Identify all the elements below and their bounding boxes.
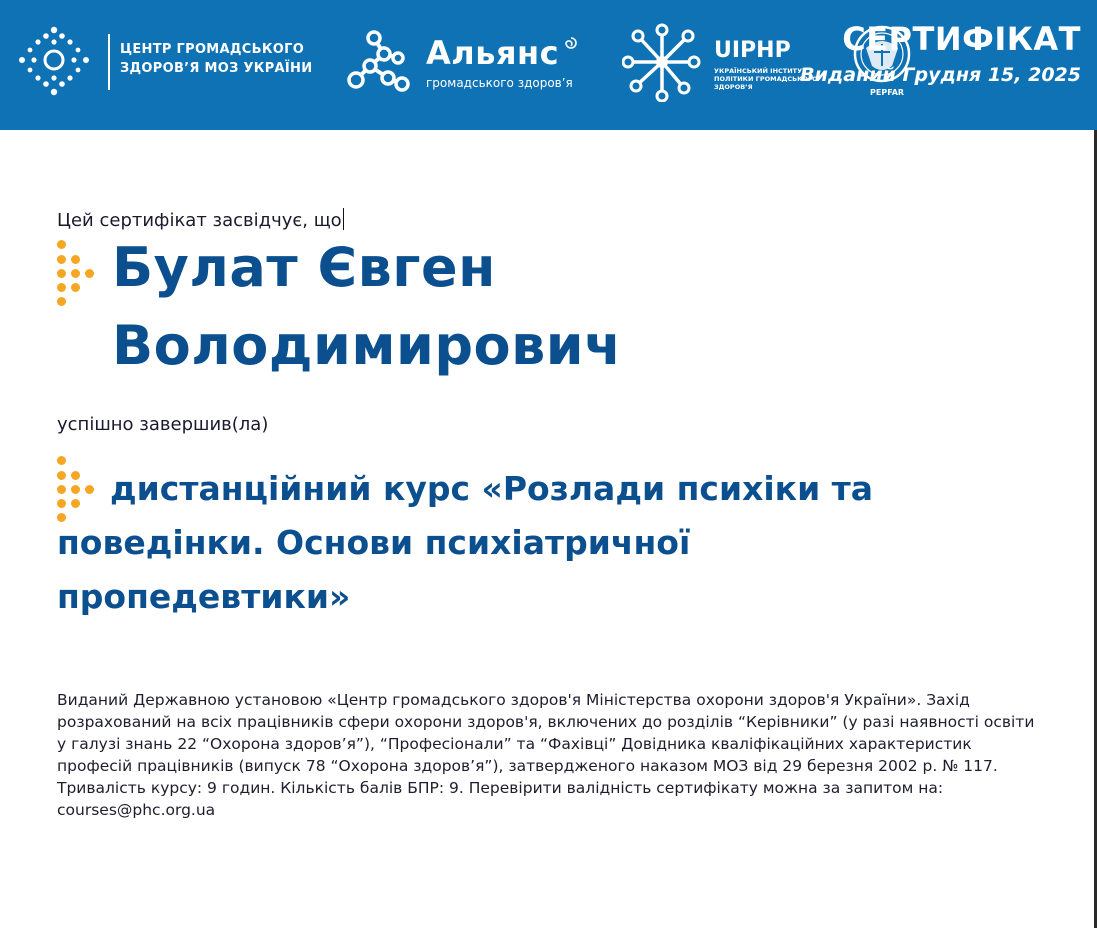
name-dots-icon [55,240,95,306]
uiphp-sub: УКРАЇНСЬКИЙ ІНСТИТУТ ПОЛІТИКИ ГРОМАДСЬКОГО ЗДОРОВ’Я [714,67,818,91]
recipient-name-line-1: Булат Євген [112,236,496,299]
uiphp-name: UIPHP [714,38,791,63]
certificate-title: СЕРТИФІКАТ [842,20,1081,58]
issue-date: Виданий Грудня 15, 2025 [800,64,1081,86]
certificate-footer-text: Виданий Державною установою «Центр громадського здоров'я Міністерства охорони здоров'я України». Захід розрахований на всіх працівників сфери охорони здоров'я, включених до розділів “Керівники” (у разі наявності освіти у галузі знань 22 “Охорона здоров’я”), “Професіонали” та “Фахівці” Довідника кваліфікаційних характеристик професій працівників (випуск 78 “Охорона здоров’я”), затвердженого наказом МОЗ від 29 березня 2002 р. № 117. Тривалість курсу: 9 годин. Кількість балів БПР: 9. Перевірити валідність сертифікату можна за запитом на: courses@phc.org.ua [57,691,1035,819]
uiphp-logo [622,22,832,102]
certificate-header [0,0,1097,130]
phc-logo [14,24,314,100]
phc-dots-icon [14,24,94,100]
recipient-name-line-2: Володимирович [112,314,622,377]
intro-text [57,208,344,231]
phc-line-2: ЗДОРОВ’Я МОЗ УКРАЇНИ [120,61,313,76]
seal-label: PEPFAR [870,88,905,97]
uiphp-star-icon [622,22,702,102]
alliance-name: Альянс [426,34,560,72]
alliance-logo [340,28,590,100]
completed-label: успішно завершив(ла) [57,414,269,435]
swirl-icon [564,36,578,50]
alliance-molecule-icon [340,28,416,100]
intro-label: Цей сертифікат засвідчує, що [57,210,342,231]
phc-logo-text [120,40,320,78]
alliance-sub: громадського здоров’я [426,76,573,90]
logo-divider [108,34,110,90]
course-title: дистанційний курс «Розлади психіки та поведінки. Основи психіатричної пропедевтики» [57,469,874,616]
phc-line-1: ЦЕНТР ГРОМАДСЬКОГО [120,42,305,57]
text-cursor [343,208,344,230]
